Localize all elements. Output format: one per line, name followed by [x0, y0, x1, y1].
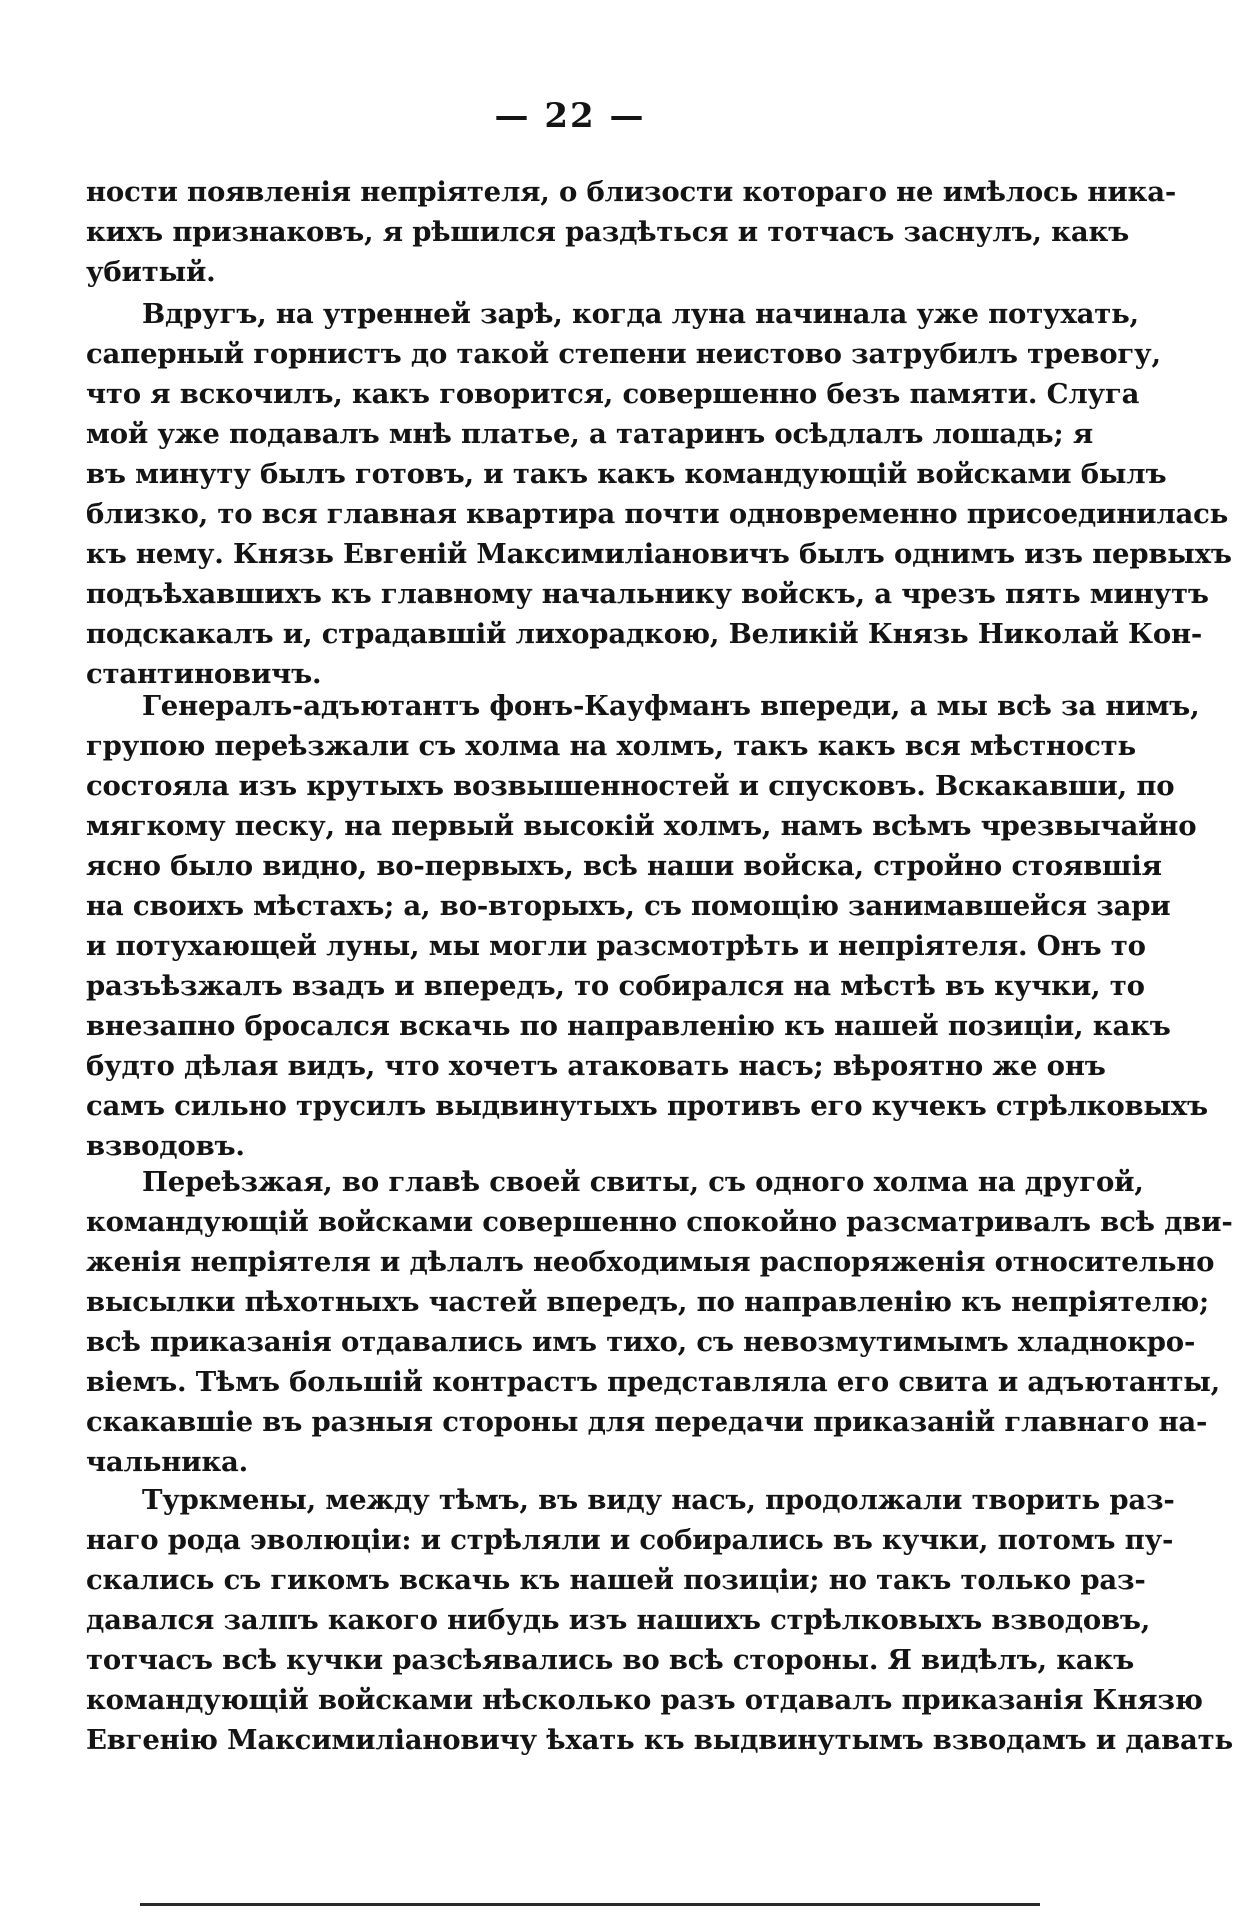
text-line: внезапно бросался вскачь по направленію къ нашей позиціи, какъ [86, 1010, 1171, 1042]
text-line: скались съ гикомъ вскачь къ нашей позиціи; но такъ только раз- [86, 1564, 1146, 1596]
text-line: высылки пѣхотныхъ частей впередъ, по направленію къ непріятелю; [86, 1286, 1209, 1318]
text-line: близко, то вся главная квартира почти одновременно присоединилась [86, 498, 1229, 530]
text-line: убитый. [86, 256, 216, 288]
paragraph [86, 686, 1208, 1166]
text-line: Переѣзжая, во главѣ своей свиты, съ одного холма на другой, [142, 1166, 1144, 1198]
text-line: групою переѣзжали съ холма на холмъ, такъ какъ вся мѣстность [86, 730, 1136, 762]
text-line: Евгенію Максимиліановичу ѣхать къ выдвинутымъ взводамъ и давать [86, 1724, 1233, 1756]
text-line: всѣ приказанія отдавались имъ тихо, съ невозмутимымъ хладнокро- [86, 1326, 1196, 1358]
text-line: мой уже подавалъ мнѣ платье, а татаринъ осѣдлалъ лошадь; я [86, 418, 1093, 450]
text-line: состояла изъ крутыхъ возвышенностей и спусковъ. Вскакавши, по [86, 770, 1175, 802]
text-line: въ минуту былъ готовъ, и такъ какъ командующій войсками былъ [86, 458, 1167, 490]
paragraph [86, 294, 1232, 694]
text-line: Вдругъ, на утренней зарѣ, когда луна начинала уже потухать, [142, 298, 1139, 330]
paragraph [86, 1480, 1233, 1760]
page-number: — 22 — [494, 96, 646, 136]
page-bottom-rule [140, 1903, 1040, 1906]
text-line: командующій войсками совершенно спокойно разсматривалъ всѣ дви- [86, 1206, 1233, 1238]
text-line: подскакалъ и, страдавшій лихорадкою, Великій Князь Николай Кон- [86, 618, 1203, 650]
text-line: и потухающей луны, мы могли разсмотрѣть и непріятеля. Онъ то [86, 930, 1146, 962]
text-line: саперный горнистъ до такой степени неистово затрубилъ тревогу, [86, 338, 1161, 370]
text-line: ясно было видно, во-первыхъ, всѣ наши войска, стройно стоявшія [86, 850, 1162, 882]
paragraph [86, 1162, 1233, 1482]
text-line: Туркмены, между тѣмъ, въ виду насъ, продолжали творить раз- [142, 1484, 1175, 1516]
text-line: давался залпъ какого нибудь изъ нашихъ стрѣлковыхъ взводовъ, [86, 1604, 1151, 1636]
text-line: віемъ. Тѣмъ большій контрастъ представляла его свита и адъютанты, [86, 1366, 1221, 1398]
text-line: самъ сильно трусилъ выдвинутыхъ противъ его кучекъ стрѣлковыхъ [86, 1090, 1208, 1122]
text-line: кихъ признаковъ, я рѣшился раздѣться и тотчасъ заснулъ, какъ [86, 216, 1130, 248]
text-line: разъѣзжалъ взадъ и впередъ, то собирался на мѣстѣ въ кучки, то [86, 970, 1145, 1002]
text-line: подъѣхавшихъ къ главному начальнику войскъ, а чрезъ пять минутъ [86, 578, 1209, 610]
text-line: будто дѣлая видъ, что хочетъ атаковать насъ; вѣроятно же онъ [86, 1050, 1106, 1082]
text-line: чальника. [86, 1446, 248, 1478]
text-line: къ нему. Князь Евгеній Максимиліановичъ былъ однимъ изъ первыхъ [86, 538, 1232, 570]
text-line: взводовъ. [86, 1130, 245, 1162]
text-line: наго рода эволюціи: и стрѣляли и собирались въ кучки, потомъ пу- [86, 1524, 1174, 1556]
text-line: на своихъ мѣстахъ; а, во-вторыхъ, съ помощію занимавшейся зари [86, 890, 1171, 922]
text-line: стантиновичъ. [86, 658, 322, 690]
text-line: тотчасъ всѣ кучки разсѣявались во всѣ стороны. Я видѣлъ, какъ [86, 1644, 1135, 1676]
text-line: командующій войсками нѣсколько разъ отдавалъ приказанія Князю [86, 1684, 1203, 1716]
text-line: мягкому песку, на первый высокій холмъ, намъ всѣмъ чрезвычайно [86, 810, 1197, 842]
text-line: ности появленія непріятеля, о близости котораго не имѣлось никa- [86, 176, 1177, 208]
text-line: скакавшіе въ разныя стороны для передачи приказаній главнаго на- [86, 1406, 1208, 1438]
text-line: что я вскочилъ, какъ говорится, совершенно безъ памяти. Слуга [86, 378, 1140, 410]
text-line: женія непріятеля и дѣлалъ необходимыя распоряженія относительно [86, 1246, 1215, 1278]
text-line: Генералъ-адъютантъ фонъ-Кауфманъ впереди, а мы всѣ за нимъ, [142, 690, 1200, 722]
paragraph [86, 172, 1177, 292]
